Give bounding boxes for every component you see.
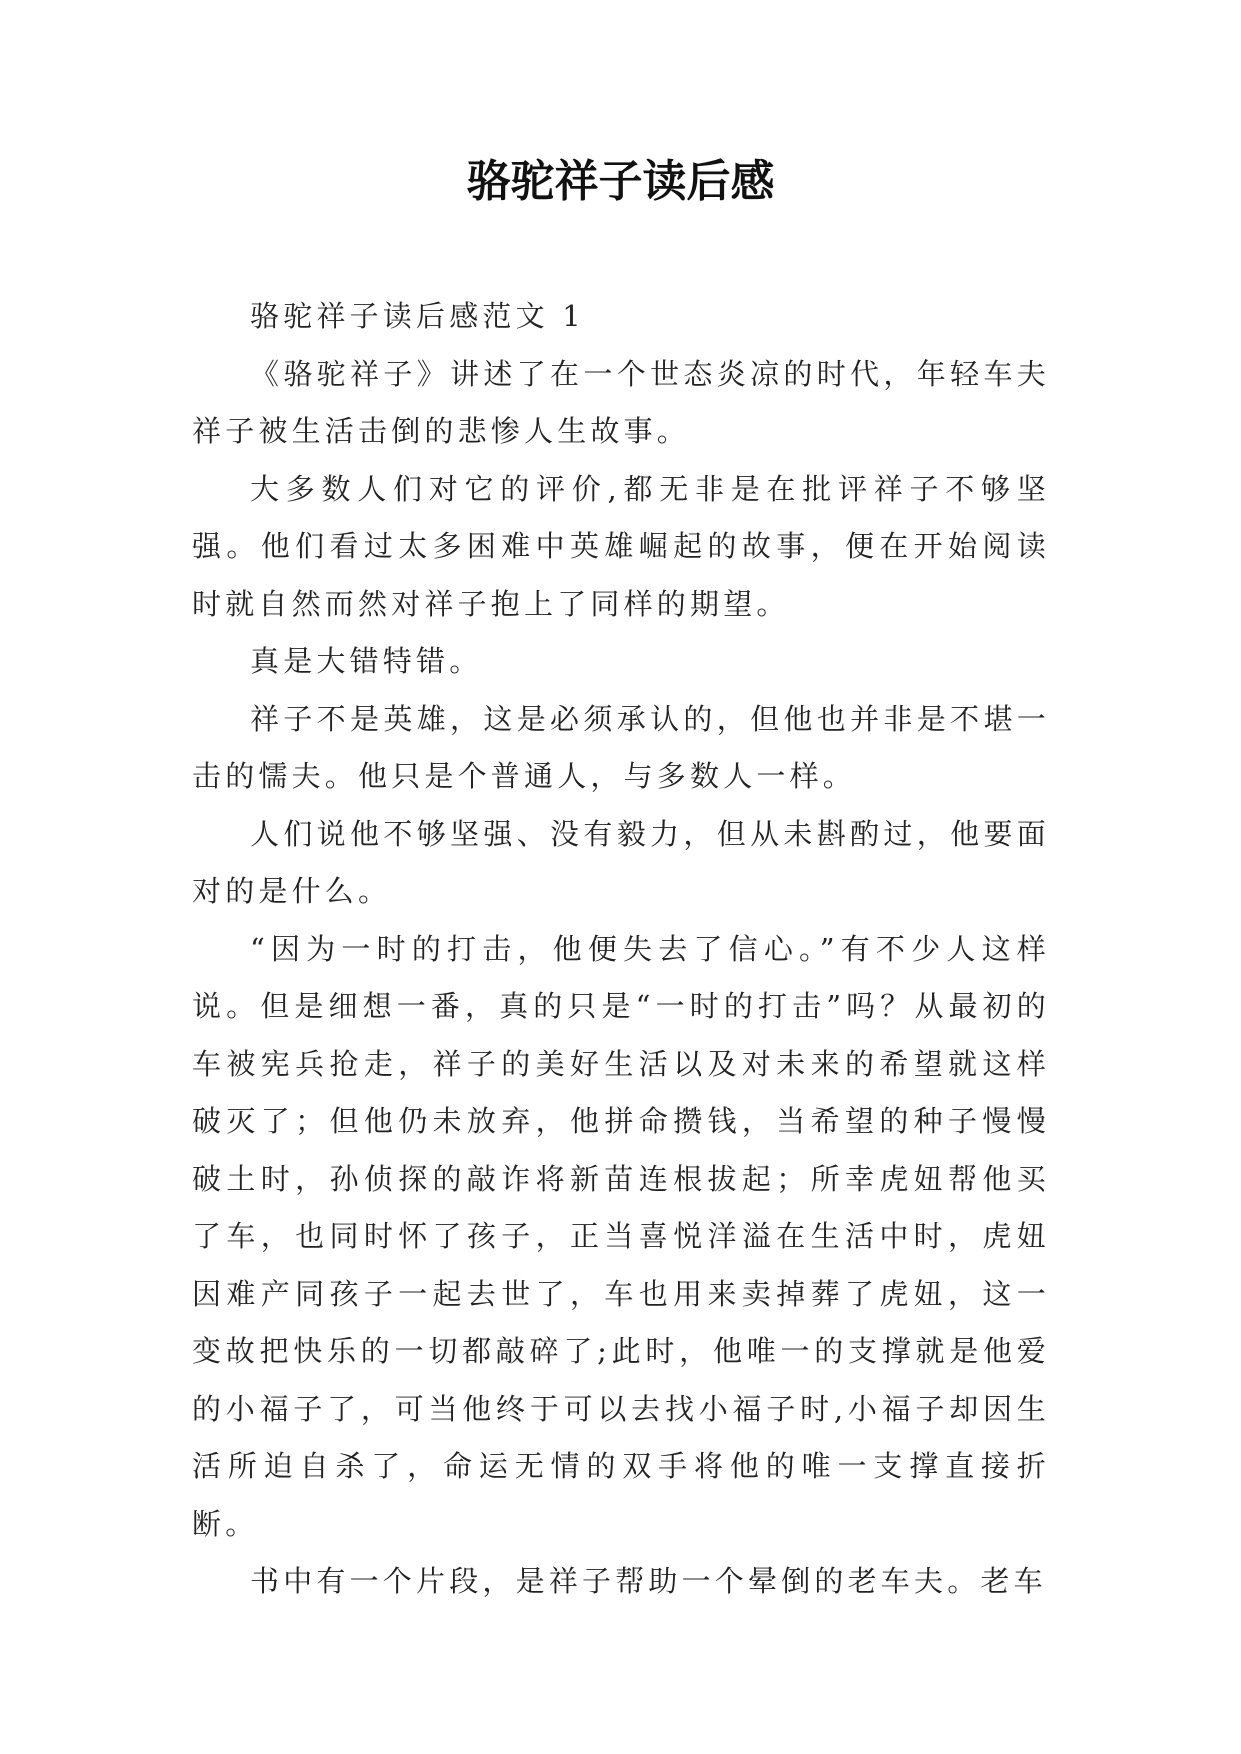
- paragraph: 祥子不是英雄，这是必须承认的，但他也并非是不堪一击的懦夫。他只是个普通人，与多数人一样。: [192, 701, 1050, 793]
- paragraph: 《骆驼祥子》讲述了在一个世态炎凉的时代，年轻车夫祥子被生活击倒的悲惨人生故事。: [192, 356, 1050, 448]
- paragraph-subtitle: 骆驼祥子读后感范文 1: [250, 299, 585, 333]
- paragraph: 书中有一个片段，是祥子帮助一个晕倒的老车夫。老车: [250, 1564, 1047, 1598]
- paragraph: 真是大错特错。: [250, 644, 483, 678]
- paragraph: 大多数人们对它的评价,都无非是在批评祥子不够坚强。他们看过太多困难中英雄崛起的故事，便在开始阅读时就自然而然对祥子抱上了同样的期望。: [192, 471, 1050, 621]
- document-body: [192, 288, 1050, 1611]
- paragraph: 人们说他不够坚强、没有毅力，但从未斟酌过，他要面对的是什么。: [192, 816, 1050, 908]
- document-title: 骆驼祥子读后感: [466, 156, 775, 207]
- paragraph: “因为一时的打击，他便失去了信心。”有不少人这样说。但是细想一番，真的只是“一时的打击”吗？从最初的车被宪兵抢走，祥子的美好生活以及对未来的希望就这样破灭了；但他仍未放弃，他拼命攒钱，当希望的种子慢慢破土时，孙侦探的敲诈将新苗连根拔起；所幸虎妞帮他买了车，也同时怀了孩子，正当喜悦洋溢在生活中时，虎妞因难产同孩子一起去世了，车也用来卖掉葬了虎妞，这一变故把快乐的一切都敲碎了;此时，他唯一的支撑就是他爱的小福子了，可当他终于可以去找小福子时,小福子却因生活所迫自杀了，命运无情的双手将他的唯一支撑直接折断。: [192, 931, 1050, 1541]
